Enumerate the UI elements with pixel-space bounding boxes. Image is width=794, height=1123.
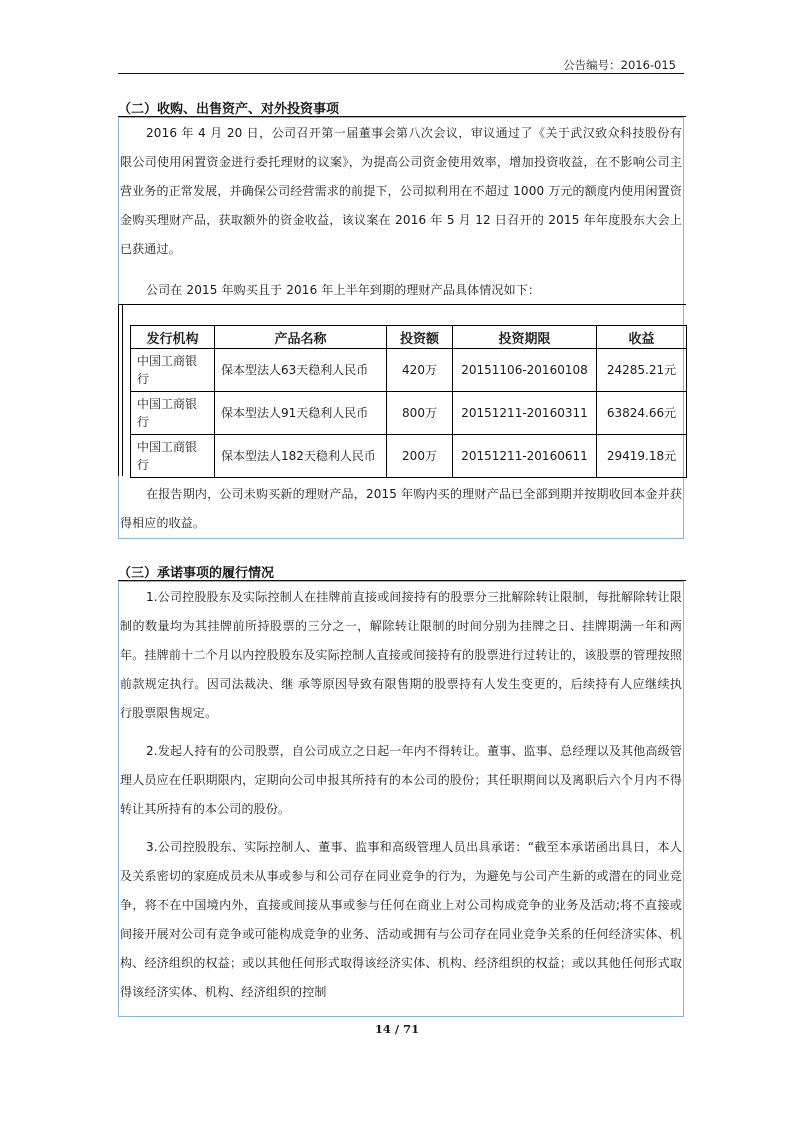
header-rule <box>118 73 684 74</box>
section-2-paragraph-1 <box>120 119 682 264</box>
section-3-title: （三）承诺事项的履行情况 <box>118 566 275 581</box>
cell-income: 29419.18元 <box>597 435 687 478</box>
section-3-paragraph-2 <box>120 737 682 824</box>
section-2-paragraph-2-text: 公司在 2015 年购买且于 2016 年上半年到期的理财产品具体情况如下： <box>146 283 541 297</box>
cell-issuer: 中国工商银行 <box>131 392 215 435</box>
table-inner-frame-left <box>122 304 123 476</box>
cell-issuer: 中国工商银行 <box>131 349 215 392</box>
section-3-paragraph-3 <box>120 833 682 1007</box>
col-header-amount: 投资额 <box>387 326 453 349</box>
cell-income: 63824.66元 <box>597 392 687 435</box>
section-3-paragraph-1 <box>120 583 682 728</box>
cell-period: 20151106-20160108 <box>453 349 597 392</box>
cell-amount: 800万 <box>387 392 453 435</box>
cell-amount: 200万 <box>387 435 453 478</box>
cell-period: 20151211-20160611 <box>453 435 597 478</box>
announcement-number: 公告编号：2016-015 <box>563 58 676 72</box>
section-2-paragraph-3-text: 在报告期内，公司未购买新的理财产品，2015 年购内买的理财产品已全部到期并按期收回本金并获得相应的收益。 <box>120 487 682 530</box>
section-2-paragraph-2 <box>120 276 682 305</box>
col-header-issuer: 发行机构 <box>131 326 215 349</box>
investment-table <box>130 325 687 478</box>
col-header-period: 投资期限 <box>453 326 597 349</box>
table-outer-frame-left <box>118 304 119 476</box>
section-3-paragraph-3-text: 3.公司控股股东、实际控制人、董事、监事和高级管理人员出具承诺：“截至本承诺函出具日，本人及关系密切的家庭成员未从事或参与和公司存在同业竞争的行为，为避免与公司产生新的或潜在的同业竞争，将不在中国境内外，直接或间接从事或参与任何在商业上对公司构成竞争的业务及活动;将不直接或间接开展对公司有竞争或可能构成竞争的业务、活动或拥有与公司存在同业竞争关系的任何经济实体、机构、经济组织的权益；或以其他任何形式取得该经济实体、机构、经济组织的权益；或以其他任何形式取得该经济实体、机构、经济组织的控制 <box>120 840 682 999</box>
cell-product: 保本型法人63天稳利人民币 <box>215 349 387 392</box>
table-row <box>131 435 687 478</box>
section-2-paragraph-3 <box>120 480 682 538</box>
cell-issuer: 中国工商银行 <box>131 435 215 478</box>
section-2-title: （二）收购、出售资产、对外投资事项 <box>118 102 340 117</box>
col-header-income: 收益 <box>597 326 687 349</box>
page-number: 14 / 71 <box>374 1022 420 1036</box>
cell-amount: 420万 <box>387 349 453 392</box>
section-3-paragraph-2-text: 2.发起人持有的公司股票，自公司成立之日起一年内不得转让。董事、监事、总经理以及其他高级管理人员应在任职期限内，定期向公司申报其所持有的本公司的股份；其任职期间以及离职后六个月内不得转让其所持有的本公司的股份。 <box>120 744 682 816</box>
table-row <box>131 392 687 435</box>
section-2-paragraph-1-text: 2016 年 4 月 20 日，公司召开第一届董事会第八次会议，审议通过了《关于武汉致众科技股份有限公司使用闲置资金进行委托理财的议案》，为提高公司资金使用效率，增加投资收益，在不影响公司主营业务的正常发展，并确保公司经营需求的前提下，公司拟利用在不超过 1000 万元的额度内使用闲置资金购买理财产品，获取额外的资金收益，该议案在 2016 年 5 月 12 日召开的 2015 年年度股东大会上已获通过。 <box>120 126 682 256</box>
section-3-paragraph-1-text: 1.公司控股股东及实际控制人在挂牌前直接或间接持有的股票分三批解除转让限制，每批解除转让限制的数量均为其挂牌前所持股票的三分之一，解除转让限制的时间分别为挂牌之日、挂牌期满一年和两年。挂牌前十二个月以内控股股东及实际控制人直接或间接持有的股票进行过转让的，该股票的管理按照前款规定执行。因司法裁决、继 承等原因导致有限售期的股票持有人发生变更的，后续持有人应继续执行股票限售规定。 <box>120 590 682 720</box>
table-outer-frame-top <box>118 304 686 305</box>
cell-product: 保本型法人91天稳利人民币 <box>215 392 387 435</box>
cell-period: 20151211-20160311 <box>453 392 597 435</box>
col-header-product: 产品名称 <box>215 326 387 349</box>
table-row <box>131 349 687 392</box>
cell-product: 保本型法人182天稳利人民币 <box>215 435 387 478</box>
table-header-row <box>131 326 687 349</box>
cell-income: 24285.21元 <box>597 349 687 392</box>
